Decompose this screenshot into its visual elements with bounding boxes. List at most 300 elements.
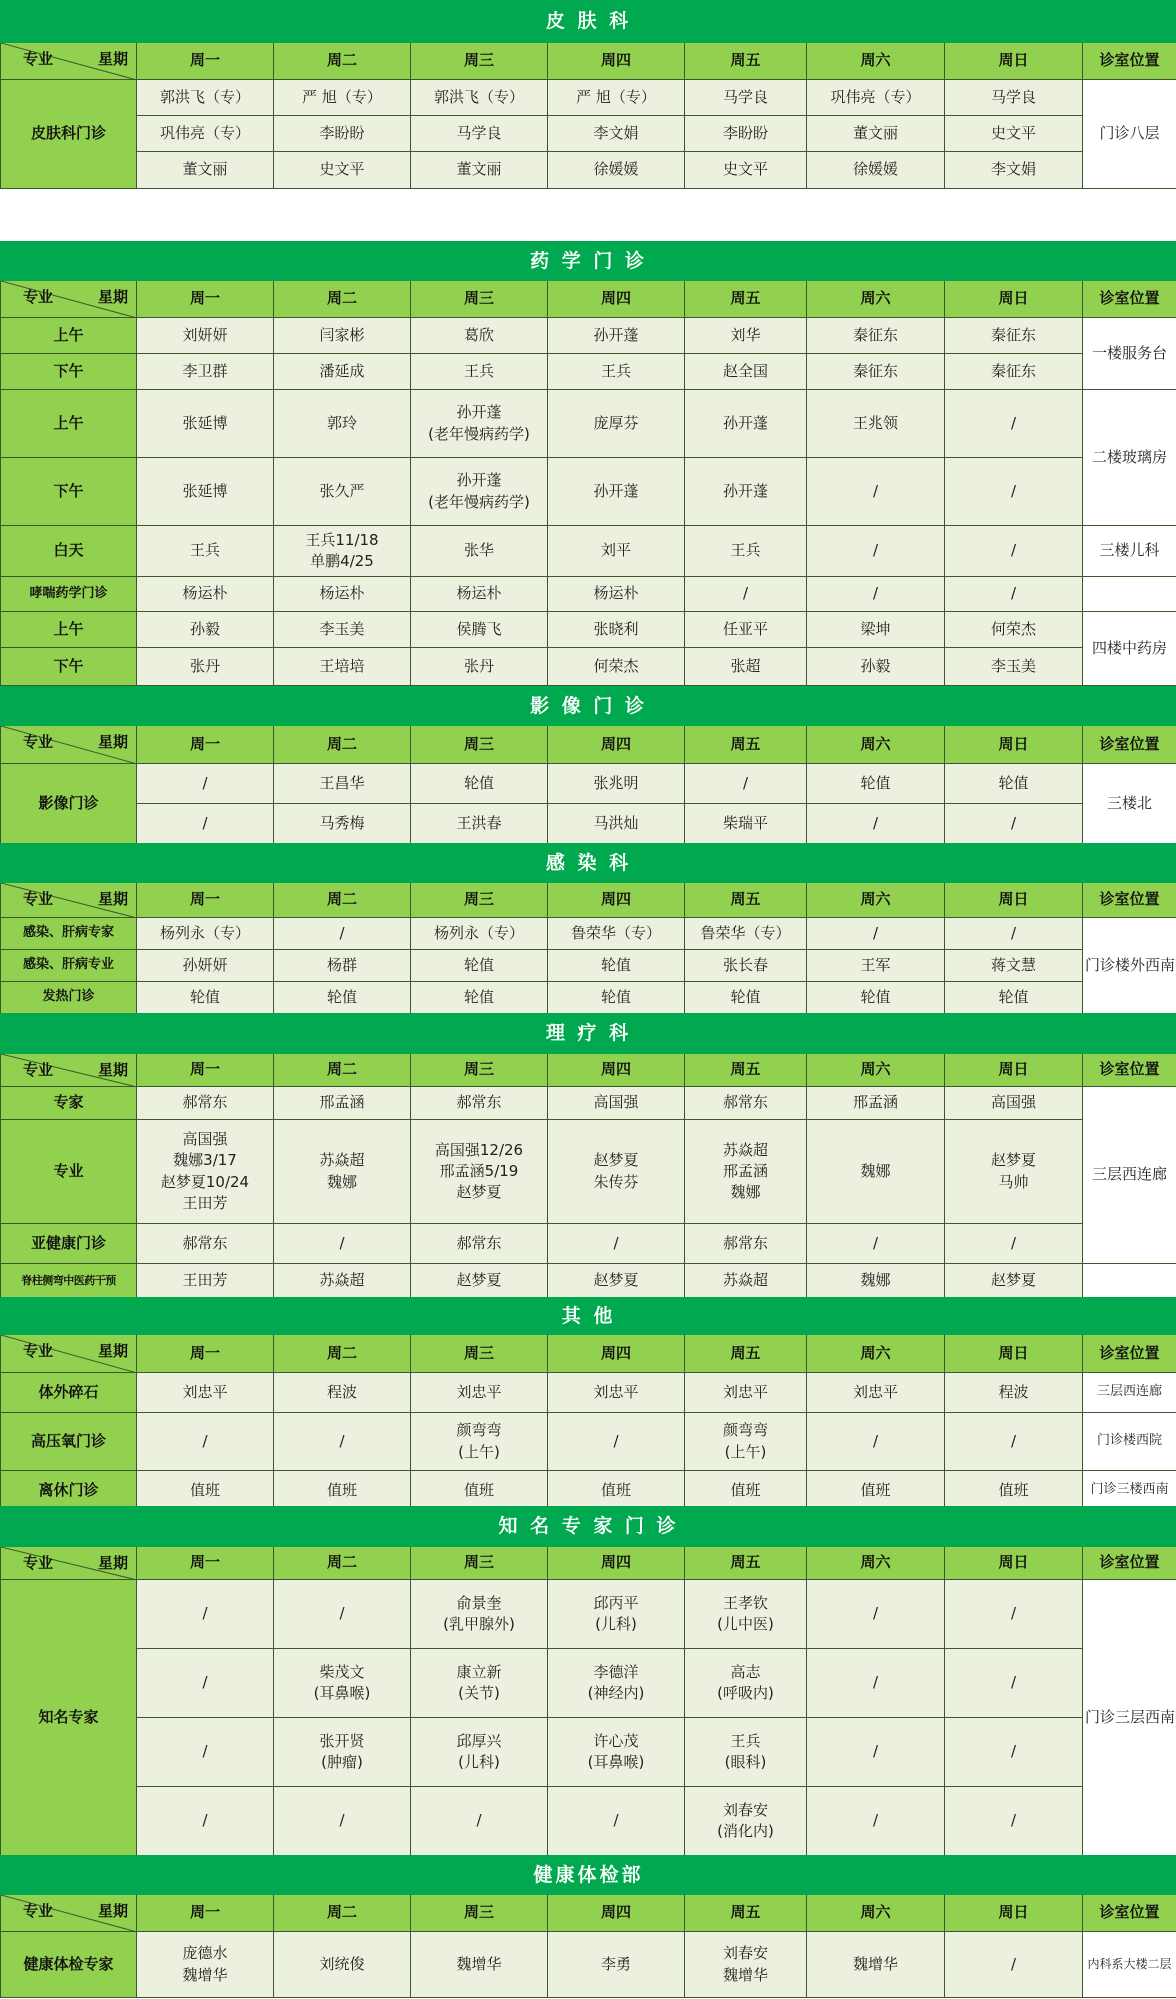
schedule-cell: / xyxy=(411,1787,548,1856)
schedule-cell: 蒋文慧 xyxy=(945,950,1083,982)
schedule-cell: 侯腾飞 xyxy=(411,612,548,648)
location-cell: 三楼北 xyxy=(1083,764,1176,844)
schedule-cell: 秦征东 xyxy=(945,318,1083,354)
header-day: 周一 xyxy=(137,281,274,318)
header-day: 周五 xyxy=(685,1547,807,1580)
schedule-cell: / xyxy=(137,1787,274,1856)
schedule-cell: 赵全国 xyxy=(685,354,807,390)
schedule-cell: / xyxy=(548,1224,685,1264)
schedule-cell: 李玉美 xyxy=(274,612,411,648)
location-cell: 三层西连廊 xyxy=(1083,1373,1176,1413)
schedule-cell: 轮值 xyxy=(548,950,685,982)
header-day: 周二 xyxy=(274,281,411,318)
schedule-cell: / xyxy=(274,1413,411,1471)
row-label: 亚健康门诊 xyxy=(1,1224,137,1264)
schedule-cell: 值班 xyxy=(274,1471,411,1511)
schedule-cell: 刘华 xyxy=(685,318,807,354)
schedule-cell: 赵梦夏 马帅 xyxy=(945,1120,1083,1224)
schedule-cell: 轮值 xyxy=(807,764,945,804)
schedule-cell: 轮值 xyxy=(945,982,1083,1014)
schedule-cell: 轮值 xyxy=(137,982,274,1014)
location-cell: 内科系大楼二层 xyxy=(1083,1932,1176,1998)
schedule-cell: 值班 xyxy=(137,1471,274,1511)
location-cell: 门诊三楼西南 xyxy=(1083,1471,1176,1511)
schedule-cell: / xyxy=(807,526,945,577)
schedule-cell: / xyxy=(945,390,1083,458)
header-day: 周四 xyxy=(548,281,685,318)
schedule-cell: 值班 xyxy=(807,1471,945,1511)
header-day: 周一 xyxy=(137,883,274,918)
schedule-cell: 李盼盼 xyxy=(685,116,807,152)
schedule-cell: 史文平 xyxy=(685,152,807,189)
header-weekday: 星期 xyxy=(97,890,128,908)
header-day: 周二 xyxy=(274,726,411,764)
header-day: 周五 xyxy=(685,43,807,80)
row-label: 下午 xyxy=(1,648,137,686)
row-label: 哮喘药学门诊 xyxy=(1,577,137,612)
header-day: 周日 xyxy=(945,726,1083,764)
section-title: 其 他 xyxy=(1,1298,1176,1335)
location-cell: 三楼儿科 xyxy=(1083,526,1176,577)
header-day: 周日 xyxy=(945,43,1083,80)
schedule-cell: 王田芳 xyxy=(137,1264,274,1298)
schedule-cell: 高国强 魏娜3/17 赵梦夏10/24 王田芳 xyxy=(137,1120,274,1224)
schedule-cell: 李文娟 xyxy=(548,116,685,152)
schedule-cell: 赵梦夏 xyxy=(945,1264,1083,1298)
header-day: 周五 xyxy=(685,883,807,918)
schedule-cell: 张延博 xyxy=(137,390,274,458)
header-weekday: 星期 xyxy=(97,1342,128,1360)
schedule-cell: 马学良 xyxy=(411,116,548,152)
schedule-cell: 巩伟亮（专） xyxy=(137,116,274,152)
schedule-cell: 何荣杰 xyxy=(548,648,685,686)
schedule-cell: 轮值 xyxy=(411,764,548,804)
schedule-cell: 轮值 xyxy=(807,982,945,1014)
schedule-cell: 史文平 xyxy=(945,116,1083,152)
schedule-cell: / xyxy=(807,804,945,844)
schedule-cell: 马洪灿 xyxy=(548,804,685,844)
row-label: 高压氧门诊 xyxy=(1,1413,137,1471)
location-cell: 门诊八层 xyxy=(1083,80,1176,189)
schedule-cell: 郭玲 xyxy=(274,390,411,458)
schedule-cell: / xyxy=(945,458,1083,526)
schedule-cell: 孙开蓬 (老年慢病药学) xyxy=(411,458,548,526)
header-specialty: 专业 xyxy=(23,1902,54,1920)
schedule-cell: / xyxy=(685,577,807,612)
schedule-cell: 值班 xyxy=(548,1471,685,1511)
schedule-cell: 王军 xyxy=(807,950,945,982)
row-label: 体外碎石 xyxy=(1,1373,137,1413)
header-day: 周一 xyxy=(137,1895,274,1932)
header-corner xyxy=(1,43,137,80)
schedule-cell: 郝常东 xyxy=(137,1224,274,1264)
schedule-cell: 苏焱超 邢孟涵 魏娜 xyxy=(685,1120,807,1224)
schedule-cell: 高国强12/26 邢孟涵5/19 赵梦夏 xyxy=(411,1120,548,1224)
header-weekday: 星期 xyxy=(97,1061,128,1079)
schedule-cell: / xyxy=(137,804,274,844)
schedule-cell: 马学良 xyxy=(945,80,1083,116)
schedule-cell: 杨运朴 xyxy=(411,577,548,612)
schedule-cell: 苏焱超 xyxy=(685,1264,807,1298)
schedule-cell: 程波 xyxy=(274,1373,411,1413)
row-label: 白天 xyxy=(1,526,137,577)
schedule-cell: / xyxy=(137,1718,274,1787)
header-day: 周三 xyxy=(411,726,548,764)
header-location: 诊室位置 xyxy=(1083,1335,1176,1373)
schedule-cell: 任亚平 xyxy=(685,612,807,648)
schedule-cell: / xyxy=(807,458,945,526)
schedule-cell: 程波 xyxy=(945,1373,1083,1413)
header-day: 周日 xyxy=(945,883,1083,918)
schedule-cell: / xyxy=(945,1413,1083,1471)
section-title: 健康体检部 xyxy=(1,1856,1176,1895)
section-dermatology xyxy=(0,0,1176,189)
schedule-cell: 轮值 xyxy=(685,982,807,1014)
schedule-cell: / xyxy=(807,1718,945,1787)
schedule-cell: 苏焱超 魏娜 xyxy=(274,1120,411,1224)
schedule-cell: 轮值 xyxy=(411,950,548,982)
schedule-cell: 庞厚芬 xyxy=(548,390,685,458)
schedule-cell: 董文丽 xyxy=(411,152,548,189)
schedule-cell: 李卫群 xyxy=(137,354,274,390)
schedule-cell: 孙开蓬 (老年慢病药学) xyxy=(411,390,548,458)
schedule-cell: 张超 xyxy=(685,648,807,686)
schedule-cell: 王兵 xyxy=(411,354,548,390)
schedule-cell: 孙毅 xyxy=(137,612,274,648)
schedule-cell: 王兵 xyxy=(548,354,685,390)
schedule-cell: / xyxy=(945,526,1083,577)
schedule-cell: / xyxy=(137,764,274,804)
row-label: 健康体检专家 xyxy=(1,1932,137,1998)
section-health-check xyxy=(0,1855,1176,1998)
schedule-cell: 魏娜 xyxy=(807,1264,945,1298)
schedule-cell: 李文娟 xyxy=(945,152,1083,189)
section-physiotherapy xyxy=(0,1013,1176,1298)
row-label: 上午 xyxy=(1,612,137,648)
schedule-cell: 杨运朴 xyxy=(548,577,685,612)
header-weekday: 星期 xyxy=(97,733,128,751)
schedule-cell: 刘忠平 xyxy=(137,1373,274,1413)
header-day: 周二 xyxy=(274,883,411,918)
section-title: 影 像 门 诊 xyxy=(1,687,1176,726)
header-day: 周六 xyxy=(807,281,945,318)
schedule-cell: 刘忠平 xyxy=(807,1373,945,1413)
schedule-cell: / xyxy=(137,1580,274,1649)
location-cell: 三层西连廊 xyxy=(1083,1087,1176,1264)
row-label: 脊柱侧弯中医药干预 xyxy=(1,1264,137,1298)
schedule-cell: 李德洋 (神经内) xyxy=(548,1649,685,1718)
section-infectious xyxy=(0,843,1176,1014)
schedule-cell: / xyxy=(807,1787,945,1856)
row-label: 离休门诊 xyxy=(1,1471,137,1511)
schedule-cell: 郝常东 xyxy=(411,1224,548,1264)
header-day: 周三 xyxy=(411,1054,548,1087)
schedule-cell: 张长春 xyxy=(685,950,807,982)
schedule-cell: 杨运朴 xyxy=(274,577,411,612)
schedule-cell: 赵梦夏 xyxy=(411,1264,548,1298)
schedule-cell: 李勇 xyxy=(548,1932,685,1998)
schedule-cell: 马学良 xyxy=(685,80,807,116)
header-weekday: 星期 xyxy=(97,50,128,68)
schedule-cell: 王兵 xyxy=(137,526,274,577)
header-weekday: 星期 xyxy=(97,288,128,306)
schedule-cell: 李盼盼 xyxy=(274,116,411,152)
schedule-cell: 邢孟涵 xyxy=(807,1087,945,1120)
schedule-cell: 严 旭（专） xyxy=(274,80,411,116)
schedule-cell: 孙开蓬 xyxy=(685,390,807,458)
schedule-cell: 徐媛媛 xyxy=(548,152,685,189)
schedule-cell: 刘忠平 xyxy=(411,1373,548,1413)
header-day: 周六 xyxy=(807,1547,945,1580)
header-day: 周三 xyxy=(411,281,548,318)
header-specialty: 专业 xyxy=(23,1342,54,1360)
schedule-cell: 王兵11/18 单鹏4/25 xyxy=(274,526,411,577)
row-label: 发热门诊 xyxy=(1,982,137,1014)
schedule-cell: 王兵 (眼科) xyxy=(685,1718,807,1787)
schedule-cell: 颜弯弯 (上午) xyxy=(411,1413,548,1471)
section-other xyxy=(0,1297,1176,1511)
schedule-cell: / xyxy=(807,1224,945,1264)
schedule-cell: 郝常东 xyxy=(685,1224,807,1264)
schedule-cell: 秦征东 xyxy=(945,354,1083,390)
header-day: 周五 xyxy=(685,1335,807,1373)
schedule-cell: 鲁荣华（专） xyxy=(685,918,807,950)
schedule-cell: / xyxy=(274,1224,411,1264)
header-day: 周四 xyxy=(548,1547,685,1580)
header-day: 周二 xyxy=(274,43,411,80)
header-specialty: 专业 xyxy=(23,1554,54,1572)
schedule-cell: 轮值 xyxy=(411,982,548,1014)
header-day: 周二 xyxy=(274,1547,411,1580)
schedule-cell: 潘延成 xyxy=(274,354,411,390)
schedule-cell: / xyxy=(945,1932,1083,1998)
schedule-cell: 张兆明 xyxy=(548,764,685,804)
section-pharmacy xyxy=(0,241,1176,686)
header-day: 周一 xyxy=(137,43,274,80)
schedule-cell: 郭洪飞（专） xyxy=(411,80,548,116)
schedule-cell: 刘忠平 xyxy=(548,1373,685,1413)
schedule-cell: / xyxy=(945,577,1083,612)
header-day: 周一 xyxy=(137,1335,274,1373)
schedule-cell: 轮值 xyxy=(274,982,411,1014)
header-location: 诊室位置 xyxy=(1083,43,1176,80)
schedule-cell: / xyxy=(137,1649,274,1718)
schedule-cell: 值班 xyxy=(685,1471,807,1511)
schedule-cell: 王兵 xyxy=(685,526,807,577)
schedule-cell: / xyxy=(945,918,1083,950)
location-cell: 一楼服务台 xyxy=(1083,318,1176,390)
location-cell: 门诊三层西南 xyxy=(1083,1580,1176,1856)
schedule-cell: / xyxy=(548,1413,685,1471)
schedule-cell: 王培培 xyxy=(274,648,411,686)
section-title: 理 疗 科 xyxy=(1,1014,1176,1054)
schedule-cell: 刘统俊 xyxy=(274,1932,411,1998)
schedule-cell: 值班 xyxy=(945,1471,1083,1511)
header-location: 诊室位置 xyxy=(1083,1054,1176,1087)
schedule-cell: 史文平 xyxy=(274,152,411,189)
schedule-cell: / xyxy=(137,1413,274,1471)
header-location: 诊室位置 xyxy=(1083,726,1176,764)
schedule-cell: 刘妍妍 xyxy=(137,318,274,354)
schedule-cell: / xyxy=(945,1718,1083,1787)
location-cell-empty xyxy=(1083,1264,1176,1298)
header-day: 周三 xyxy=(411,1335,548,1373)
row-label: 感染、肝病专家 xyxy=(1,918,137,950)
schedule-cell: 张丹 xyxy=(411,648,548,686)
schedule-cell: 刘春安 魏增华 xyxy=(685,1932,807,1998)
header-day: 周六 xyxy=(807,726,945,764)
schedule-cell: 张开贤 (肿瘤) xyxy=(274,1718,411,1787)
schedule-cell: / xyxy=(807,577,945,612)
schedule-cell: 孙开蓬 xyxy=(548,318,685,354)
schedule-cell: / xyxy=(807,918,945,950)
schedule-cell: / xyxy=(685,764,807,804)
schedule-cell: 郝常东 xyxy=(685,1087,807,1120)
section-title: 皮 肤 科 xyxy=(1,1,1176,43)
row-label: 下午 xyxy=(1,354,137,390)
schedule-cell: 鲁荣华（专） xyxy=(548,918,685,950)
schedule-cell: / xyxy=(945,1580,1083,1649)
schedule-cell: 李玉美 xyxy=(945,648,1083,686)
row-label: 下午 xyxy=(1,458,137,526)
schedule-cell: / xyxy=(548,1787,685,1856)
schedule-cell: 赵梦夏 朱传芬 xyxy=(548,1120,685,1224)
schedule-cell: / xyxy=(274,918,411,950)
header-day: 周一 xyxy=(137,1547,274,1580)
header-location: 诊室位置 xyxy=(1083,1895,1176,1932)
header-day: 周日 xyxy=(945,1895,1083,1932)
schedule-cell: 高国强 xyxy=(945,1087,1083,1120)
header-day: 周五 xyxy=(685,726,807,764)
header-specialty: 专业 xyxy=(23,50,54,68)
header-day: 周三 xyxy=(411,1547,548,1580)
schedule-cell: 何荣杰 xyxy=(945,612,1083,648)
schedule-cell: / xyxy=(945,804,1083,844)
header-day: 周四 xyxy=(548,1054,685,1087)
schedule-cell: 魏增华 xyxy=(807,1932,945,1998)
schedule-cell: 轮值 xyxy=(945,764,1083,804)
schedule-cell: / xyxy=(807,1580,945,1649)
header-specialty: 专业 xyxy=(23,733,54,751)
header-weekday: 星期 xyxy=(97,1902,128,1920)
schedule-cell: 柴茂文 (耳鼻喉) xyxy=(274,1649,411,1718)
schedule-cell: 秦征东 xyxy=(807,318,945,354)
schedule-cell: 葛欣 xyxy=(411,318,548,354)
row-label: 影像门诊 xyxy=(1,764,137,844)
header-day: 周六 xyxy=(807,883,945,918)
schedule-cell: 王兆领 xyxy=(807,390,945,458)
schedule-cell: 邱厚兴 (儿科) xyxy=(411,1718,548,1787)
header-day: 周二 xyxy=(274,1335,411,1373)
header-day: 周四 xyxy=(548,43,685,80)
row-label: 知名专家 xyxy=(1,1580,137,1856)
schedule-cell: 梁坤 xyxy=(807,612,945,648)
schedule-cell: 庞德水 魏增华 xyxy=(137,1932,274,1998)
schedule-cell: 邢孟涵 xyxy=(274,1087,411,1120)
header-day: 周二 xyxy=(274,1054,411,1087)
schedule-cell: / xyxy=(807,1649,945,1718)
schedule-cell: 巩伟亮（专） xyxy=(807,80,945,116)
header-specialty: 专业 xyxy=(23,1061,54,1079)
schedule-cell: 董文丽 xyxy=(807,116,945,152)
row-label: 专业 xyxy=(1,1120,137,1224)
header-day: 周三 xyxy=(411,1895,548,1932)
schedule-cell: 王孝钦 (儿中医) xyxy=(685,1580,807,1649)
header-day: 周六 xyxy=(807,1335,945,1373)
schedule-cell: 赵梦夏 xyxy=(548,1264,685,1298)
header-corner xyxy=(1,1547,137,1580)
header-day: 周六 xyxy=(807,1895,945,1932)
header-day: 周四 xyxy=(548,1895,685,1932)
schedule-cell: 刘平 xyxy=(548,526,685,577)
schedule-cell: 魏增华 xyxy=(411,1932,548,1998)
header-specialty: 专业 xyxy=(23,288,54,306)
schedule-cell: 徐媛媛 xyxy=(807,152,945,189)
schedule-cell: 高国强 xyxy=(548,1087,685,1120)
section-famous-experts xyxy=(0,1506,1176,1856)
schedule-cell: 郝常东 xyxy=(137,1087,274,1120)
schedule-cell: / xyxy=(945,1649,1083,1718)
header-day: 周二 xyxy=(274,1895,411,1932)
schedule-cell: 秦征东 xyxy=(807,354,945,390)
schedule-cell: 郝常东 xyxy=(411,1087,548,1120)
header-day: 周四 xyxy=(548,883,685,918)
schedule-cell: / xyxy=(807,1413,945,1471)
schedule-cell: 张延博 xyxy=(137,458,274,526)
schedule-cell: 董文丽 xyxy=(137,152,274,189)
schedule-cell: 张久严 xyxy=(274,458,411,526)
schedule-cell: 康立新 (关节) xyxy=(411,1649,548,1718)
location-cell: 门诊楼西院 xyxy=(1083,1413,1176,1471)
header-day: 周日 xyxy=(945,1054,1083,1087)
row-label: 感染、肝病专业 xyxy=(1,950,137,982)
header-day: 周三 xyxy=(411,883,548,918)
row-label: 专家 xyxy=(1,1087,137,1120)
schedule-cell: / xyxy=(945,1787,1083,1856)
header-corner xyxy=(1,1895,137,1932)
row-label: 上午 xyxy=(1,318,137,354)
header-day: 周一 xyxy=(137,1054,274,1087)
header-day: 周四 xyxy=(548,726,685,764)
schedule-cell: 杨运朴 xyxy=(137,577,274,612)
header-location: 诊室位置 xyxy=(1083,1547,1176,1580)
schedule-cell: 张华 xyxy=(411,526,548,577)
schedule-cell: 孙妍妍 xyxy=(137,950,274,982)
header-day: 周六 xyxy=(807,43,945,80)
header-location: 诊室位置 xyxy=(1083,281,1176,318)
section-title: 知 名 专 家 门 诊 xyxy=(1,1507,1176,1547)
header-day: 周五 xyxy=(685,281,807,318)
schedule-cell: 郭洪飞（专） xyxy=(137,80,274,116)
schedule-cell: 杨列永（专） xyxy=(411,918,548,950)
header-weekday: 星期 xyxy=(97,1554,128,1572)
header-day: 周三 xyxy=(411,43,548,80)
header-corner xyxy=(1,726,137,764)
header-corner xyxy=(1,1335,137,1373)
schedule-cell: 值班 xyxy=(411,1471,548,1511)
section-title: 药 学 门 诊 xyxy=(1,242,1176,281)
header-day: 周日 xyxy=(945,1335,1083,1373)
schedule-cell: / xyxy=(274,1580,411,1649)
location-cell xyxy=(1083,577,1176,612)
schedule-cell: 魏娜 xyxy=(807,1120,945,1224)
schedule-cell: 邱丙平 (儿科) xyxy=(548,1580,685,1649)
header-location: 诊室位置 xyxy=(1083,883,1176,918)
schedule-cell: 俞景奎 (乳甲腺外) xyxy=(411,1580,548,1649)
schedule-cell: 孙开蓬 xyxy=(685,458,807,526)
location-cell: 四楼中药房 xyxy=(1083,612,1176,686)
schedule-cell: 闫家彬 xyxy=(274,318,411,354)
